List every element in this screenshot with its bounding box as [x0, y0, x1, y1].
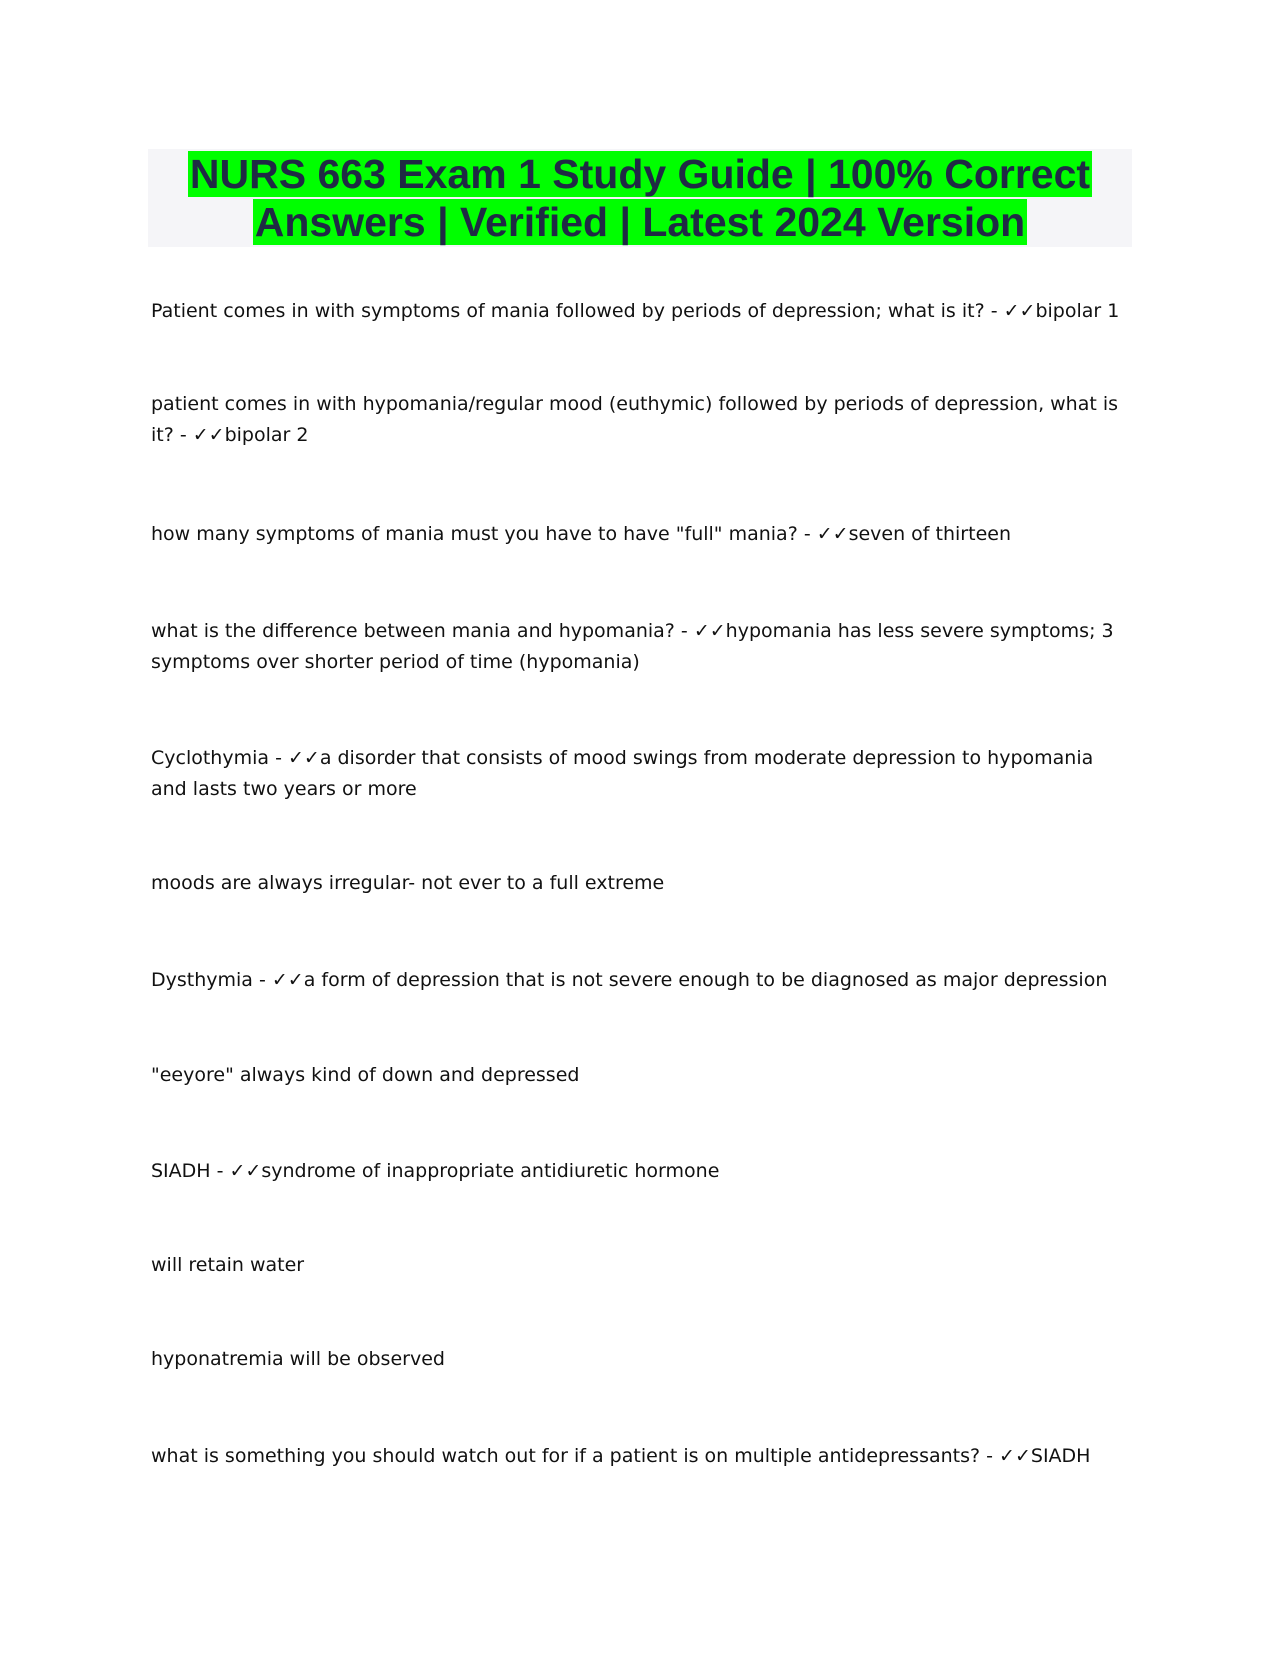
- answer-text: SIADH: [1030, 1445, 1091, 1467]
- answer-text: hypomania has less severe symptoms; 3 symptoms over shorter period of time (hypomania): [151, 620, 1114, 673]
- answer-text: bipolar 2: [224, 424, 309, 446]
- note-moods-irregular: [151, 868, 1131, 899]
- question-text: Dysthymia -: [151, 969, 272, 991]
- answer-text: a form of depression that is not severe enough to be diagnosed as major depression: [303, 969, 1108, 991]
- note-eeyore: [151, 1060, 1131, 1091]
- answer-text: seven of thirteen: [848, 523, 1011, 545]
- qa-entry-dysthymia: [151, 965, 1131, 996]
- question-text: Cyclothymia -: [151, 747, 288, 769]
- question-text: how many symptoms of mania must you have to have "full" mania? -: [151, 523, 817, 545]
- answer-text: a disorder that consists of mood swings from moderate depression to hypomania and lasts two years or more: [151, 747, 1094, 800]
- qa-entry-mania-vs-hypomania: [151, 616, 1131, 678]
- double-check-icon: ✓✓: [192, 424, 225, 446]
- note-text: "eeyore" always kind of down and depressed: [151, 1064, 580, 1086]
- double-check-icon: ✓✓: [999, 1445, 1031, 1467]
- title-line-1-text: NURS 663 Exam 1 Study Guide | 100% Correct: [189, 151, 1091, 197]
- title-line-2-text: Answers | Verified | Latest 2024 Version: [254, 199, 1026, 245]
- note-text: moods are always irregular- not ever to a full extreme: [151, 872, 665, 894]
- question-text: patient comes in with hypomania/regular mood (euthymic) followed by periods of depression, what is it? -: [151, 393, 1119, 446]
- qa-entry-siadh: [151, 1156, 1131, 1187]
- answer-text: syndrome of inappropriate antidiuretic hormone: [261, 1160, 720, 1182]
- double-check-icon: ✓✓: [816, 523, 849, 545]
- double-check-icon: ✓✓: [1003, 300, 1036, 322]
- double-check-icon: ✓✓: [693, 620, 726, 642]
- qa-entry-bipolar-2: [151, 389, 1131, 451]
- double-check-icon: ✓✓: [271, 969, 304, 991]
- qa-entry-cyclothymia: [151, 743, 1131, 805]
- qa-entry-multiple-antidepressants: [151, 1441, 1131, 1472]
- question-text: what is something you should watch out for if a patient is on multiple antidepressants? -: [151, 1445, 1000, 1467]
- question-text: Patient comes in with symptoms of mania followed by periods of depression; what is it? -: [151, 300, 1004, 322]
- title-line-1: [188, 150, 1092, 198]
- question-text: SIADH -: [151, 1160, 230, 1182]
- answer-text: bipolar 1: [1035, 300, 1120, 322]
- qa-entry-bipolar-1: [151, 296, 1131, 327]
- note-text: hyponatremia will be observed: [151, 1348, 445, 1370]
- note-text: will retain water: [151, 1254, 305, 1276]
- document-title: [148, 149, 1132, 247]
- question-text: what is the difference between mania and hypomania? -: [151, 620, 694, 642]
- double-check-icon: ✓✓: [229, 1160, 262, 1182]
- title-line-2: [253, 198, 1027, 246]
- note-hyponatremia: [151, 1344, 1131, 1375]
- double-check-icon: ✓✓: [287, 747, 320, 769]
- note-retain-water: [151, 1250, 1131, 1281]
- qa-entry-full-mania: [151, 519, 1131, 550]
